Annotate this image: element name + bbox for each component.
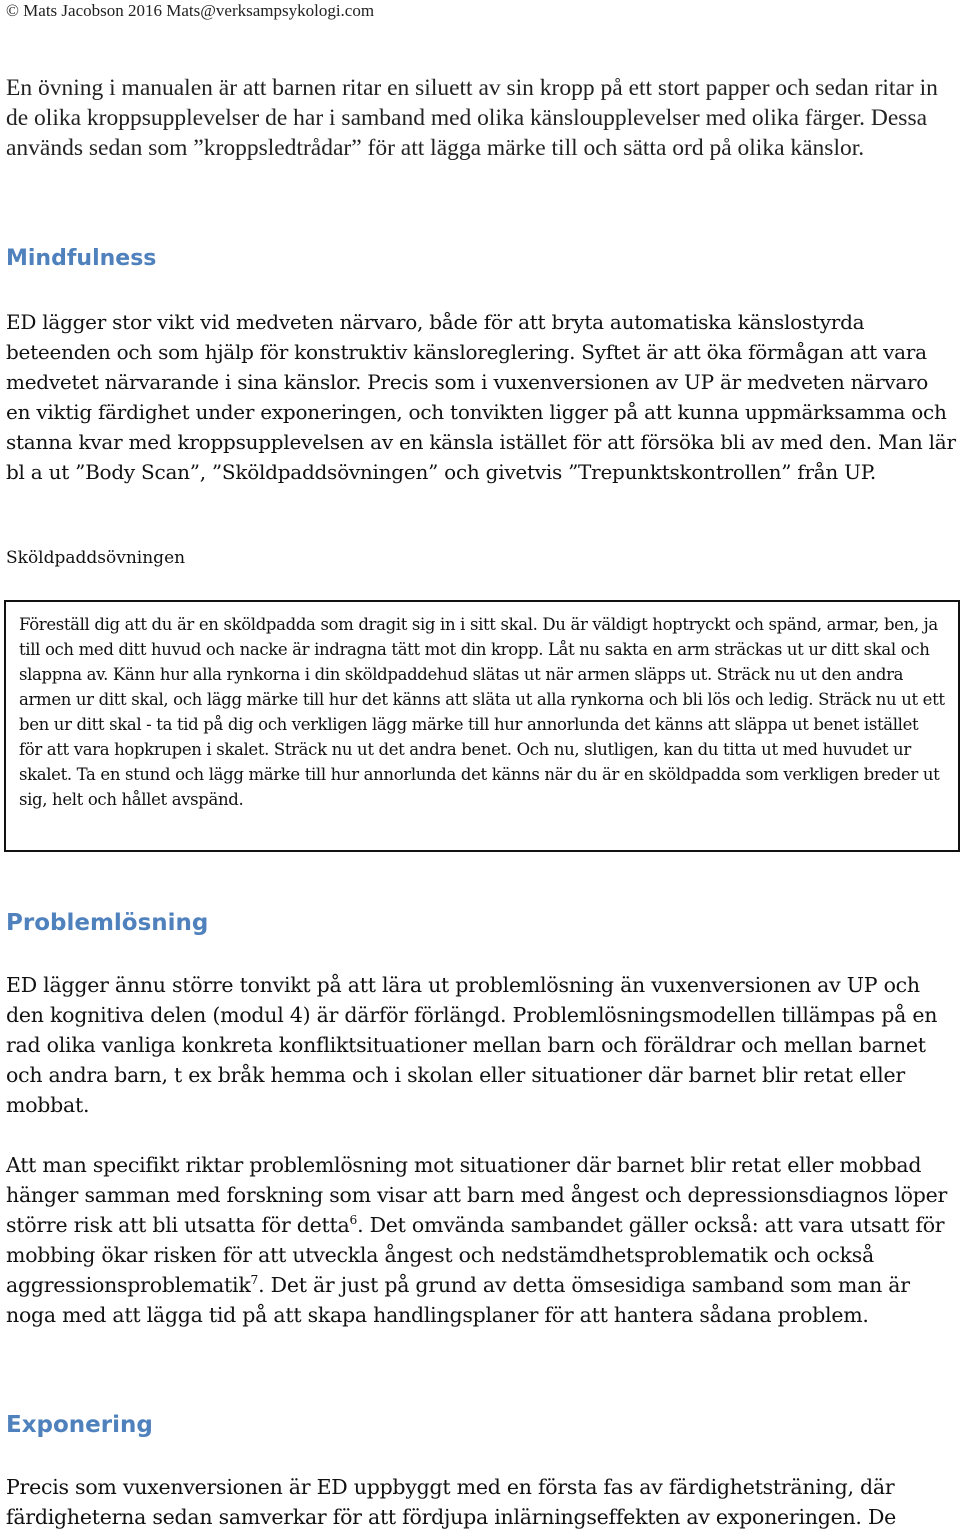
mindfulness-paragraph: ED lägger stor vikt vid medveten närvaro, både för att bryta automatiska känslostyrda beteenden och som hjälp för konstruktiv känsloreglering. Syftet är att öka förmågan att vara medvetet närvarande i sina känslor. Precis som i vuxenversionen av UP är medveten närvaro en viktig färdighet under exponeringen, och tonvikten ligger på att kunna uppmärksamma och stanna kvar med kroppsupplevelsen av en känsla istället för att försöka bli av med den. Man lär bl a ut ”Body Scan”, ”Sköldpaddsövningen” och givetvis ”Trepunktskontrollen” från UP. — [6, 310, 956, 484]
exercise-heading: Sköldpaddsövningen — [6, 548, 186, 568]
exposure-paragraph: Precis som vuxenversionen är ED uppbyggt med en första fas av färdighetsträning, där färdigheterna sedan samverkar för att fördjupa inlärningseffekten av exponeringen. De — [6, 1475, 897, 1529]
exposure-heading: Exponering — [6, 1412, 153, 1438]
problemsolving-paragraph-2-part-a: Att man specifikt riktar problemlösning mot situationer där barnet blir retat eller mobbad hänger samman med forskning som visar att barn med ångest och depressionsdiagnos löper större risk att bli utsatta för detta — [6, 1153, 948, 1237]
exercise-text: Föreställ dig att du är en sköldpadda som dragit sig in i sitt skal. Du är väldigt hoptryckt och spänd, armar, ben, ja till och med ditt huvud och nacke är indragna tätt mot din kropp. Låt nu sakta en arm sträckas ut ur ditt skal och slappna av. Känn hur alla rynkorna i din sköldpaddehud slätas ut när armen släpps ut. Sträck nu ut den andra armen ur ditt skal, och lägg märke till hur det känns att släta ut alla rynkorna och bli lös och ledig. Sträck nu ut ett ben ur ditt skal - ta tid på dig och verkligen lägg märke till hur annorlunda det känns att släppa ut benet istället för att vara hopkrupen i skalet. Sträck nu ut det andra benet. Och nu, slutligen, kan du titta ut med huvudet ur skalet. Ta en stund och lägg märke till hur annorlunda det känns när du är en sköldpadda som verkligen breder ut sig, helt och hållet avspänd. — [19, 615, 945, 809]
problemsolving-heading: Problemlösning — [6, 910, 209, 936]
problemsolving-paragraph-2-part-b: . Det omvända sambandet gäller också: att vara utsatt för mobbing ökar risken för att utveckla ångest och nedstämdhetsproblematik och också aggressionsproblematik — [6, 1213, 945, 1297]
reference-6: 6 — [349, 1213, 358, 1228]
problemsolving-paragraph-1: ED lägger ännu större tonvikt på att lära ut problemlösning än vuxenversionen av UP och den kognitiva delen (modul 4) är därför förlängd. Problemlösningsmodellen tillämpas på en rad olika vanliga konkreta konfliktsituationer mellan barn och föräldrar och mellan barnet och andra barn, t ex bråk hemma och i skolan eller situationer där barnet blir retat eller mobbat. — [6, 973, 938, 1117]
mindfulness-heading: Mindfulness — [6, 246, 157, 271]
problemsolving-paragraph-2 — [6, 1150, 958, 1330]
intro-paragraph: En övning i manualen är att barnen ritar en siluett av sin kropp på ett stort papper och sedan ritar in de olika kroppsupplevelser de har i samband med olika känsloupplevelser med olika färger. Dessa används sedan som ”kroppsledtrådar” för att lägga märke till och sätta ord på olika känslor. — [6, 75, 938, 161]
problemsolving-paragraph-2-part-c: . Det är just på grund av detta ömsesidiga samband som man är noga med att lägga tid på att skapa handlingsplaner för att hantera sådana problem. — [6, 1273, 910, 1327]
reference-7: 7 — [250, 1273, 259, 1288]
exercise-box — [4, 600, 960, 852]
copyright-line: © Mats Jacobson 2016 Mats@verksampsykologi.com — [6, 1, 375, 20]
